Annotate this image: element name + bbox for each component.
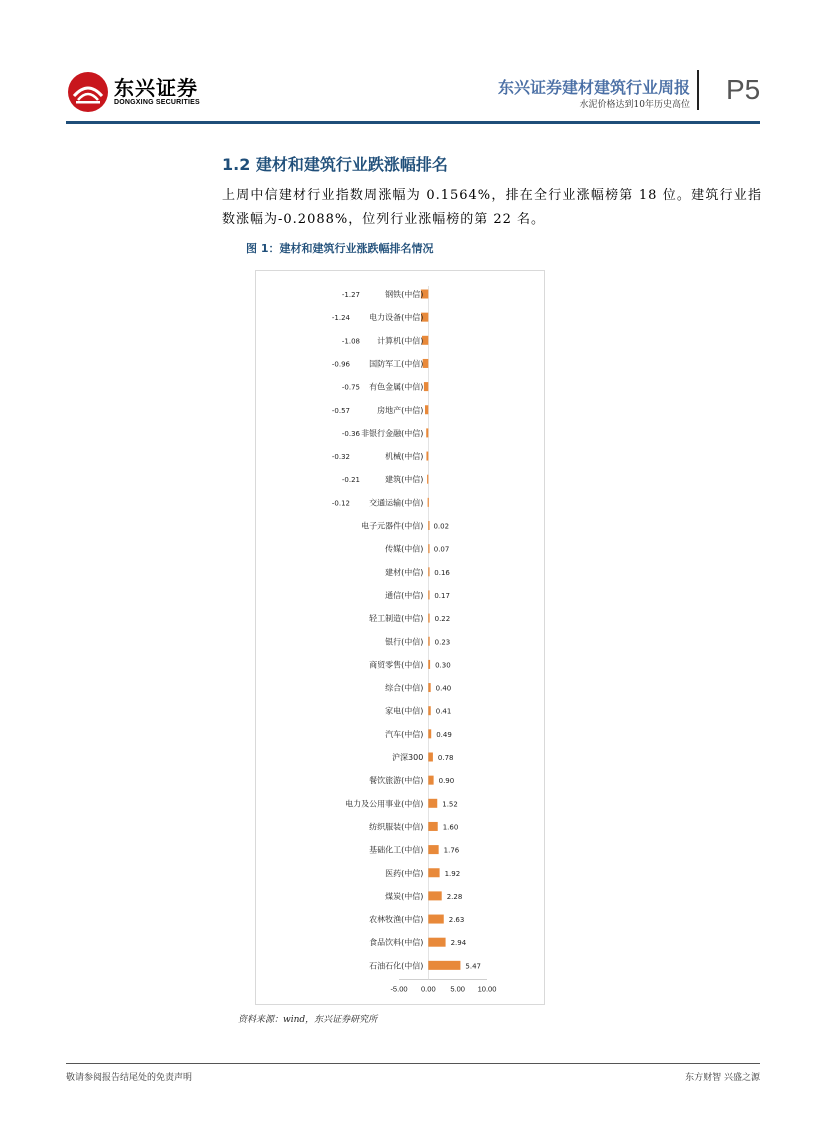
category-label: 沪深300 bbox=[392, 753, 424, 762]
chart-bar bbox=[428, 753, 433, 762]
chart-bar bbox=[428, 891, 441, 900]
category-label: 钢铁(中信) bbox=[385, 290, 424, 299]
category-label: 有色金属(中信) bbox=[369, 382, 424, 392]
category-label: 基础化工(中信) bbox=[369, 845, 424, 855]
value-label: -0.21 bbox=[341, 476, 360, 485]
x-tick-label: 5.00 bbox=[450, 984, 465, 994]
header-divider bbox=[697, 70, 699, 110]
category-label: 房地产(中信) bbox=[377, 405, 424, 415]
value-label: -1.24 bbox=[331, 314, 350, 323]
value-label: 0.40 bbox=[435, 684, 452, 693]
value-label: 0.23 bbox=[434, 638, 451, 647]
category-label: 建材(中信) bbox=[385, 567, 424, 577]
chart-bar bbox=[428, 590, 429, 599]
value-label: 1.60 bbox=[442, 823, 459, 832]
chart-bar bbox=[426, 452, 428, 461]
chart-bar bbox=[428, 521, 429, 530]
value-label: 0.17 bbox=[434, 591, 450, 600]
company-logo bbox=[66, 70, 216, 114]
footer-rule bbox=[66, 1063, 760, 1064]
category-label: 轻工制造(中信) bbox=[369, 614, 424, 624]
category-label: 电力及公用事业(中信) bbox=[345, 799, 424, 809]
footer-disclaimer: 敬请参阅报告结尾处的免责声明 bbox=[66, 1073, 193, 1083]
value-label: 2.63 bbox=[448, 916, 465, 925]
chart-bar bbox=[428, 961, 460, 970]
chart-bar bbox=[428, 938, 445, 947]
header-rule bbox=[66, 121, 760, 124]
report-title: 东兴证券建材建筑行业周报 bbox=[497, 78, 690, 97]
chart-bar bbox=[423, 359, 429, 368]
value-label: -1.27 bbox=[341, 291, 360, 299]
chart-bar bbox=[428, 776, 433, 785]
category-label: 传媒(中信) bbox=[385, 544, 424, 554]
category-label: 机械(中信) bbox=[385, 452, 424, 462]
chart-bar bbox=[428, 567, 429, 576]
logo-emblem-icon bbox=[66, 70, 110, 114]
category-label: 建筑(中信) bbox=[385, 475, 424, 485]
value-label: 0.49 bbox=[436, 730, 452, 739]
figure-source: 资料来源：wind，东兴证券研究所 bbox=[238, 1015, 378, 1025]
value-label: -0.96 bbox=[331, 360, 350, 369]
value-label: -0.36 bbox=[341, 429, 360, 438]
category-label: 电力设备(中信) bbox=[369, 313, 424, 323]
body-paragraph: 上周中信建材行业指数周涨幅为 0.1564%，排在全行业涨幅榜第 18 位。建筑行业指数涨幅为-0.2088%，位列行业涨幅榜的第 22 名。 bbox=[222, 188, 762, 227]
chart-bar bbox=[428, 845, 438, 854]
chart-bar bbox=[428, 637, 429, 646]
value-label: 1.76 bbox=[443, 846, 460, 855]
chart-bar bbox=[428, 799, 437, 808]
bar-chart bbox=[255, 270, 545, 1005]
category-label: 家电(中信) bbox=[385, 706, 424, 716]
value-label: 0.07 bbox=[433, 545, 450, 554]
chart-bar bbox=[428, 544, 429, 553]
x-tick-label: 0.00 bbox=[421, 984, 436, 994]
category-label: 国防军工(中信) bbox=[369, 359, 424, 369]
category-label: 计算机(中信) bbox=[377, 336, 424, 346]
chart-bar bbox=[424, 382, 428, 391]
value-label: 2.94 bbox=[450, 939, 467, 948]
category-label: 石油石化(中信) bbox=[369, 961, 424, 971]
chart-bar bbox=[428, 915, 443, 924]
value-label: 0.78 bbox=[437, 754, 454, 762]
chart-bar bbox=[426, 428, 428, 437]
chart-bar bbox=[427, 475, 428, 484]
value-label: 2.28 bbox=[446, 892, 463, 901]
chart-bar bbox=[428, 683, 430, 692]
section-title: 1.2 建材和建筑行业跌涨幅排名 bbox=[222, 155, 448, 174]
value-label: 5.47 bbox=[465, 962, 482, 971]
value-label: 0.41 bbox=[435, 707, 452, 716]
chart-bar bbox=[428, 868, 439, 877]
category-label: 银行(中信) bbox=[385, 637, 424, 647]
value-label: 1.52 bbox=[442, 800, 458, 809]
category-label: 餐饮旅游(中信) bbox=[369, 776, 424, 786]
report-subtitle: 水泥价格达到10年历史高位 bbox=[579, 100, 690, 110]
value-label: -0.12 bbox=[331, 499, 350, 508]
value-label: -0.32 bbox=[331, 453, 350, 462]
category-label: 交通运输(中信) bbox=[369, 498, 424, 508]
category-label: 综合(中信) bbox=[385, 683, 424, 693]
chart-bar bbox=[428, 498, 429, 507]
value-label: -1.08 bbox=[341, 337, 360, 346]
value-label: -0.57 bbox=[331, 406, 350, 415]
value-label: 0.90 bbox=[438, 777, 455, 786]
category-label: 煤炭(中信) bbox=[385, 891, 424, 901]
chart-svg bbox=[256, 271, 544, 1004]
category-label: 电子元器件(中信) bbox=[361, 521, 424, 531]
chart-bar bbox=[428, 822, 437, 831]
value-label: 0.16 bbox=[434, 568, 450, 577]
category-label: 医药(中信) bbox=[385, 868, 424, 878]
chart-bar bbox=[425, 405, 428, 414]
logo-text-en: DONGXING SECURITIES bbox=[114, 99, 200, 106]
value-label: -0.75 bbox=[341, 383, 360, 392]
value-label: 0.30 bbox=[435, 661, 451, 670]
category-label: 食品饮料(中信) bbox=[369, 938, 424, 948]
category-label: 通信(中信) bbox=[385, 590, 424, 600]
x-tick-label: 10.00 bbox=[477, 984, 497, 994]
value-label: 0.22 bbox=[434, 615, 451, 624]
chart-bar bbox=[428, 706, 430, 715]
x-tick-label: -5.00 bbox=[390, 984, 408, 994]
figure-caption: 图 1：建材和建筑行业涨跌幅排名情况 bbox=[246, 242, 434, 255]
category-label: 商贸零售(中信) bbox=[369, 660, 424, 670]
chart-bar bbox=[428, 729, 431, 738]
category-label: 农林牧渔(中信) bbox=[369, 915, 424, 925]
value-label: 1.92 bbox=[444, 869, 461, 878]
value-label: 0.02 bbox=[433, 522, 450, 531]
page-number: P5 bbox=[726, 74, 761, 105]
footer-slogan: 东方财智 兴盛之源 bbox=[685, 1073, 760, 1083]
logo-text-cn: 东兴证券 bbox=[114, 76, 198, 100]
category-label: 非银行金融(中信) bbox=[361, 428, 424, 438]
category-label: 汽车(中信) bbox=[385, 729, 424, 739]
chart-bar bbox=[428, 660, 430, 669]
category-label: 纺织服装(中信) bbox=[369, 822, 424, 832]
chart-bar bbox=[428, 614, 429, 623]
